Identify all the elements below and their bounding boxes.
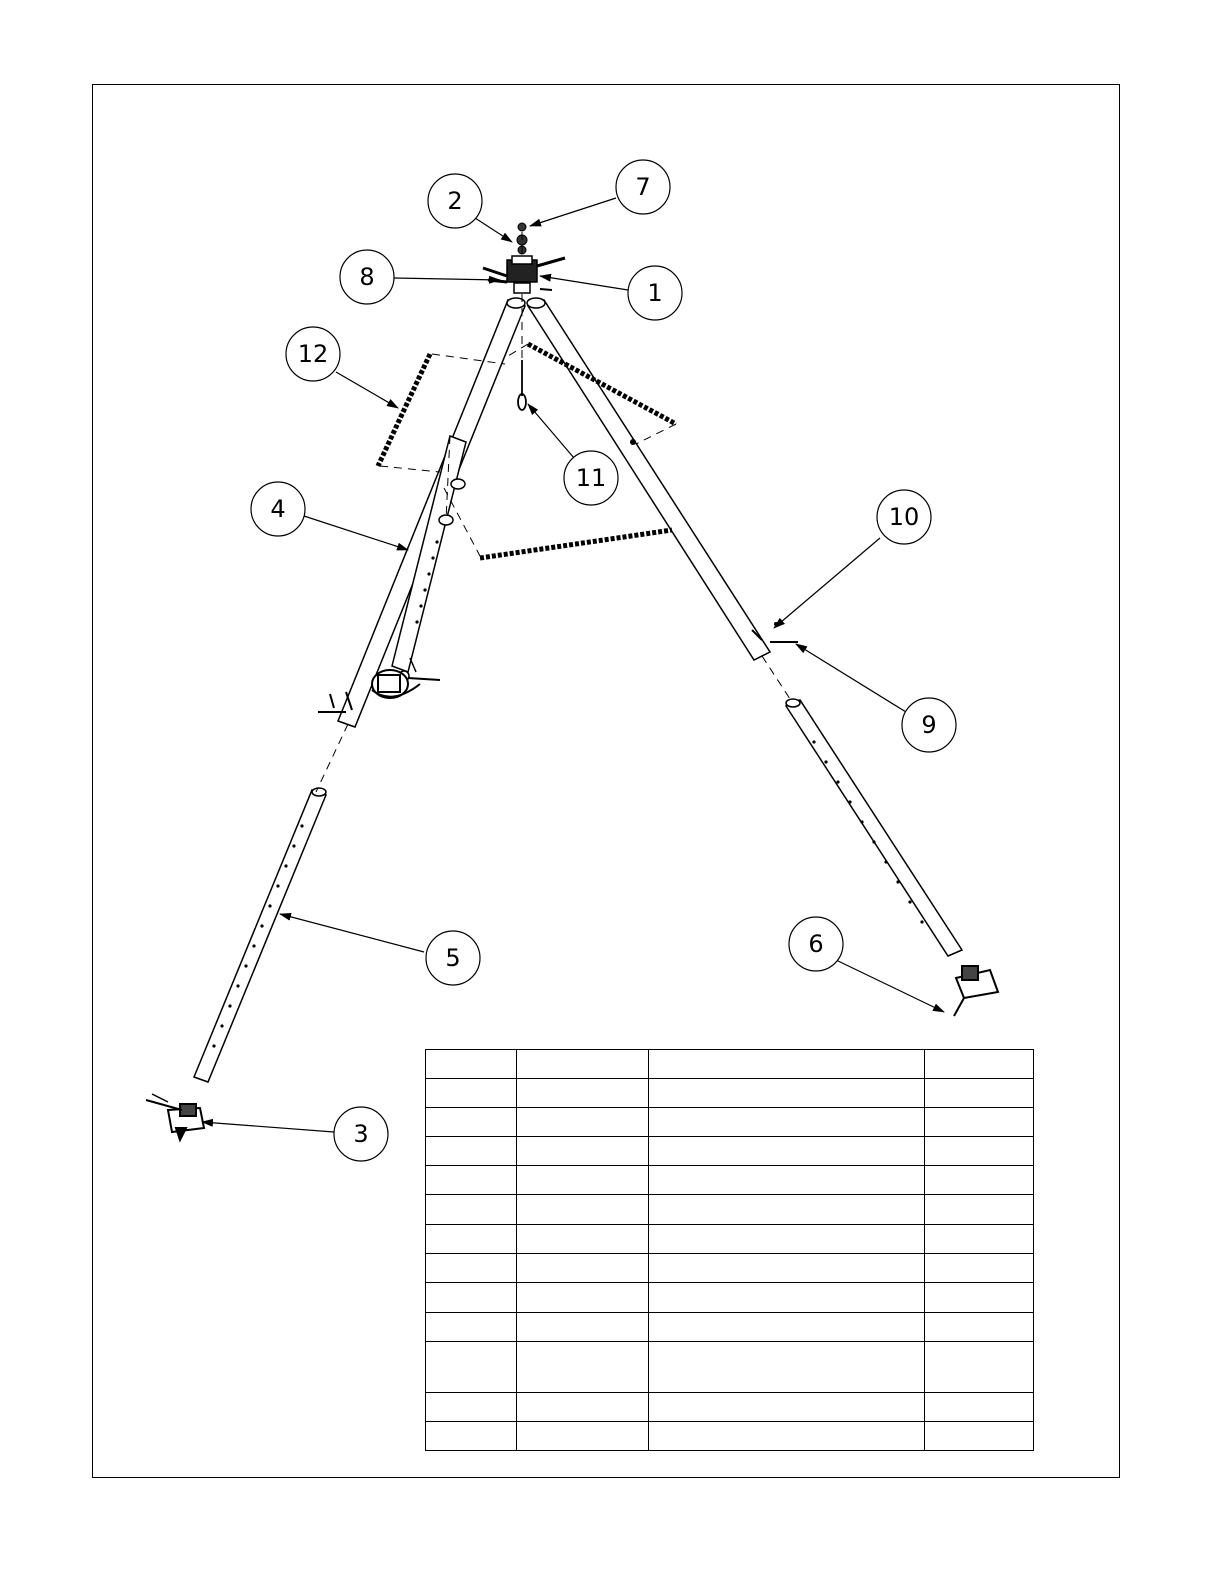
table-cell: [517, 1342, 649, 1393]
table-cell: [426, 1283, 517, 1313]
table-cell: [426, 1166, 517, 1195]
left-upper-leg: [338, 298, 525, 727]
table-cell: [649, 1079, 925, 1108]
table-cell: [649, 1050, 925, 1079]
table-cell: [649, 1108, 925, 1137]
table-row: [426, 1283, 1034, 1313]
table-cell: [649, 1254, 925, 1283]
parts-list-body: [426, 1050, 1034, 1451]
table-cell: [426, 1393, 517, 1422]
callout-7: 7: [635, 173, 651, 201]
table-cell: [517, 1254, 649, 1283]
table-cell: [517, 1195, 649, 1225]
table-cell: [426, 1422, 517, 1451]
table-cell: [426, 1225, 517, 1254]
callout-8: 8: [359, 263, 375, 291]
leader-5: [280, 914, 424, 952]
table-cell: [925, 1079, 1034, 1108]
table-cell: [925, 1342, 1034, 1393]
callout-balloons: [251, 160, 956, 1161]
leader-7: [530, 198, 616, 226]
table-row: [426, 1225, 1034, 1254]
table-cell: [925, 1225, 1034, 1254]
table-cell: [925, 1195, 1034, 1225]
table-cell: [517, 1313, 649, 1342]
table-cell: [925, 1254, 1034, 1283]
eye-bolt: [518, 360, 526, 410]
table-row: [426, 1342, 1034, 1393]
table-cell: [925, 1108, 1034, 1137]
table-cell: [426, 1050, 517, 1079]
callout-6: 6: [808, 930, 824, 958]
table-cell: [649, 1313, 925, 1342]
chain-upper-left: [378, 354, 430, 466]
table-cell: [925, 1393, 1034, 1422]
table-cell: [426, 1137, 517, 1166]
table-cell: [426, 1313, 517, 1342]
callout-3: 3: [353, 1120, 369, 1148]
table-row: [426, 1137, 1034, 1166]
callout-11: 11: [575, 464, 607, 492]
callout-4: 4: [270, 495, 286, 523]
leader-4: [304, 516, 408, 550]
table-row: [426, 1195, 1034, 1225]
table-cell: [426, 1079, 517, 1108]
table-cell: [649, 1195, 925, 1225]
table-row: [426, 1050, 1034, 1079]
left-lower-leg: [194, 788, 326, 1082]
table-cell: [517, 1393, 649, 1422]
leader-1: [540, 276, 628, 290]
table-row: [426, 1313, 1034, 1342]
table-cell: [517, 1225, 649, 1254]
table-cell: [925, 1422, 1034, 1451]
table-cell: [426, 1108, 517, 1137]
tripod-head: [483, 256, 565, 293]
chain-lower: [480, 530, 672, 558]
leader-3: [202, 1122, 334, 1132]
table-cell: [649, 1225, 925, 1254]
table-row: [426, 1079, 1034, 1108]
leader-10: [774, 538, 880, 628]
table-cell: [517, 1166, 649, 1195]
leader-9: [796, 644, 906, 712]
callout-1: 1: [647, 279, 663, 307]
callout-10: 10: [888, 503, 920, 531]
leader-6: [836, 960, 944, 1012]
table-cell: [649, 1342, 925, 1393]
table-cell: [649, 1166, 925, 1195]
table-row: [426, 1108, 1034, 1137]
table-cell: [925, 1166, 1034, 1195]
table-cell: [517, 1108, 649, 1137]
table-cell: [517, 1137, 649, 1166]
table-cell: [426, 1342, 517, 1393]
table-cell: [925, 1313, 1034, 1342]
callout-2: 2: [447, 187, 463, 215]
table-cell: [426, 1195, 517, 1225]
table-row: [426, 1393, 1034, 1422]
table-cell: [426, 1254, 517, 1283]
table-cell: [517, 1079, 649, 1108]
leader-12: [336, 372, 398, 408]
table-cell: [925, 1283, 1034, 1313]
leader-11: [528, 404, 574, 458]
table-cell: [649, 1283, 925, 1313]
callout-9: 9: [921, 711, 937, 739]
table-cell: [517, 1283, 649, 1313]
leader-2: [472, 216, 512, 242]
table-cell: [925, 1137, 1034, 1166]
table-cell: [517, 1050, 649, 1079]
callout-5: 5: [445, 944, 461, 972]
table-row: [426, 1422, 1034, 1451]
leader-8: [394, 278, 500, 280]
right-foot: [954, 966, 998, 1016]
left-foot: [146, 1094, 204, 1140]
table-cell: [649, 1393, 925, 1422]
table-cell: [649, 1422, 925, 1451]
table-row: [426, 1254, 1034, 1283]
parts-list-table: [425, 1049, 1034, 1451]
table-cell: [517, 1422, 649, 1451]
table-row: [426, 1166, 1034, 1195]
table-cell: [649, 1137, 925, 1166]
table-cell: [925, 1050, 1034, 1079]
callout-12: 12: [297, 340, 329, 368]
